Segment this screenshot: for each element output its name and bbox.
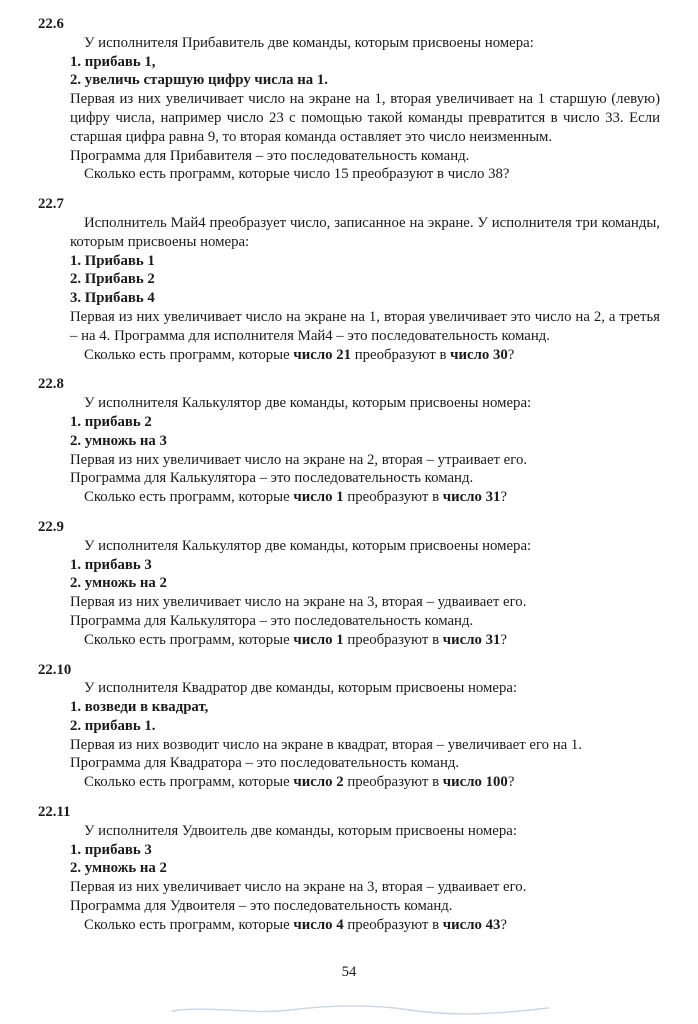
problem-number: 22.7 — [38, 196, 64, 213]
paragraph — [70, 698, 660, 717]
problem-body — [70, 214, 660, 364]
text-segment: 1. прибавь 1, — [70, 53, 156, 70]
paragraph — [70, 841, 660, 860]
text-segment: 2. умножь на 2 — [70, 575, 167, 592]
text-segment: Программа для Прибавителя – это последовательность команд. — [70, 147, 470, 164]
paragraph — [70, 679, 660, 698]
text-segment: Первая из них увеличивает число на экране на 1, вторая увеличивает это число на 2, а третья – на 4. Программа для исполнителя Май4 – это последовательность команд. — [70, 308, 660, 344]
text-segment: 1. прибавь 3 — [70, 841, 152, 858]
text-segment: Первая из них увеличивает число на экране на 3, вторая – удваивает его. — [70, 879, 527, 896]
text-segment: преобразуют в — [343, 774, 443, 791]
text-segment: Сколько есть программ, которые — [84, 346, 294, 363]
paragraph — [70, 394, 660, 413]
text-segment: число 1 — [293, 489, 344, 506]
paragraph — [70, 488, 660, 507]
problem-number: 22.8 — [38, 376, 64, 393]
text-segment: преобразуют в — [343, 489, 443, 506]
paragraph — [70, 289, 660, 308]
text-segment: ? — [500, 916, 507, 933]
text-segment: У исполнителя Удвоитель две команды, которым присвоены номера: — [84, 822, 517, 839]
text-segment: У исполнителя Квадратор две команды, которым присвоены номера: — [84, 680, 518, 697]
text-segment: Программа для Калькулятора – это последовательность команд. — [70, 612, 474, 629]
text-segment: У исполнителя Калькулятор две команды, которым присвоены номера: — [84, 395, 532, 412]
text-segment: Программа для Квадратора – это последовательность команд. — [70, 755, 460, 772]
text-segment: У исполнителя Калькулятор две команды, которым присвоены номера: — [84, 537, 532, 554]
paragraph — [70, 773, 660, 792]
paragraph — [70, 612, 660, 631]
problem — [38, 15, 660, 184]
paragraph — [70, 736, 660, 755]
paragraph — [70, 754, 660, 773]
text-segment: 1. Прибавь 1 — [70, 252, 155, 269]
problem-number: 22.10 — [38, 661, 72, 678]
text-segment: число 31 — [442, 631, 501, 648]
problem-body — [70, 34, 660, 184]
problem-number: 22.11 — [38, 804, 71, 821]
text-segment: Первая из них возводит число на экране в квадрат, вторая – увеличивает его на 1. — [70, 736, 583, 753]
text-segment: Сколько есть программ, которые — [84, 916, 294, 933]
problem-body — [70, 822, 660, 935]
paragraph — [70, 556, 660, 575]
text-segment: Сколько есть программ, которые число 15 преобразуют в число 38? — [84, 166, 510, 183]
text-segment: 3. Прибавь 4 — [70, 290, 155, 307]
text-segment: Исполнитель Май4 преобразует число, записанное на экране. У исполнителя три команды, которым присвоены номера: — [70, 214, 660, 250]
text-segment: число 100 — [442, 774, 508, 791]
problem — [38, 803, 660, 935]
scan-artifact-line — [170, 1002, 550, 1016]
page-number: 54 — [341, 964, 357, 981]
paragraph — [70, 537, 660, 556]
paragraph — [70, 822, 660, 841]
text-segment: Сколько есть программ, которые — [84, 774, 294, 791]
problem-number: 22.9 — [38, 518, 64, 535]
text-segment: Первая из них увеличивает число на экране на 1, вторая увеличивает на 1 старшую (левую) цифру числа, например число 23 с помощью такой команды превратится в число 33. Если старшая цифра равна 9, то вторая команда оставляет это число неизменным. — [70, 91, 660, 145]
text-segment: число 1 — [293, 631, 344, 648]
text-segment: 2. увеличь старшую цифру числа на 1. — [70, 72, 328, 89]
paragraph — [70, 346, 660, 365]
text-segment: 2. умножь на 3 — [70, 432, 167, 449]
paragraph — [70, 897, 660, 916]
paragraph — [70, 214, 660, 252]
text-segment: Сколько есть программ, которые — [84, 489, 294, 506]
paragraph — [70, 593, 660, 612]
text-segment: число 21 — [293, 346, 352, 363]
text-segment: 2. прибавь 1. — [70, 717, 156, 734]
text-segment: 1. прибавь 2 — [70, 413, 152, 430]
problem-list — [38, 15, 660, 935]
text-segment: У исполнителя Прибавитель две команды, которым присвоены номера: — [84, 34, 534, 51]
paragraph — [70, 308, 660, 346]
text-segment: ? — [507, 774, 515, 791]
problem — [38, 195, 660, 364]
paragraph — [70, 34, 660, 53]
paragraph — [70, 717, 660, 736]
text-segment: 2. Прибавь 2 — [70, 271, 155, 288]
paragraph — [70, 631, 660, 650]
paragraph — [70, 71, 660, 90]
text-segment: 1. прибавь 3 — [70, 556, 152, 573]
paragraph — [70, 432, 660, 451]
problem — [38, 661, 660, 793]
problem — [38, 518, 660, 650]
text-segment: преобразуют в — [351, 346, 451, 363]
text-segment: число 31 — [442, 489, 501, 506]
paragraph — [70, 270, 660, 289]
paragraph — [70, 916, 660, 935]
paragraph — [70, 878, 660, 897]
paragraph — [70, 451, 660, 470]
text-segment: число 4 — [293, 916, 344, 933]
text-segment: Программа для Калькулятора – это последовательность команд. — [70, 470, 474, 487]
text-segment: 2. умножь на 2 — [70, 860, 167, 877]
text-segment: 1. возведи в квадрат, — [70, 699, 209, 716]
problem-number: 22.6 — [38, 16, 64, 32]
text-segment: преобразуют в — [343, 631, 443, 648]
text-segment: ? — [507, 346, 515, 363]
text-segment: преобразуют в — [343, 916, 443, 933]
paragraph — [70, 165, 660, 184]
text-segment: число 2 — [293, 774, 344, 791]
problem-body — [70, 679, 660, 792]
paragraph — [70, 859, 660, 878]
text-segment: Сколько есть программ, которые — [84, 631, 294, 648]
text-segment: число 43 — [442, 916, 501, 933]
paragraph — [70, 413, 660, 432]
paragraph — [70, 53, 660, 72]
problem — [38, 375, 660, 507]
text-segment: ? — [500, 631, 507, 648]
problem-body — [70, 394, 660, 507]
paragraph — [70, 252, 660, 271]
text-segment: Первая из них увеличивает число на экране на 2, вторая – утраивает его. — [70, 451, 528, 468]
text-segment: Первая из них увеличивает число на экране на 3, вторая – удваивает его. — [70, 594, 527, 611]
paragraph — [70, 147, 660, 166]
paragraph — [70, 469, 660, 488]
paragraph — [70, 574, 660, 593]
paragraph — [70, 90, 660, 146]
problem-body — [70, 537, 660, 650]
text-segment: Программа для Удвоителя – это последовательность команд. — [70, 898, 453, 915]
text-segment: число 30 — [450, 346, 508, 363]
text-segment: ? — [500, 489, 507, 506]
